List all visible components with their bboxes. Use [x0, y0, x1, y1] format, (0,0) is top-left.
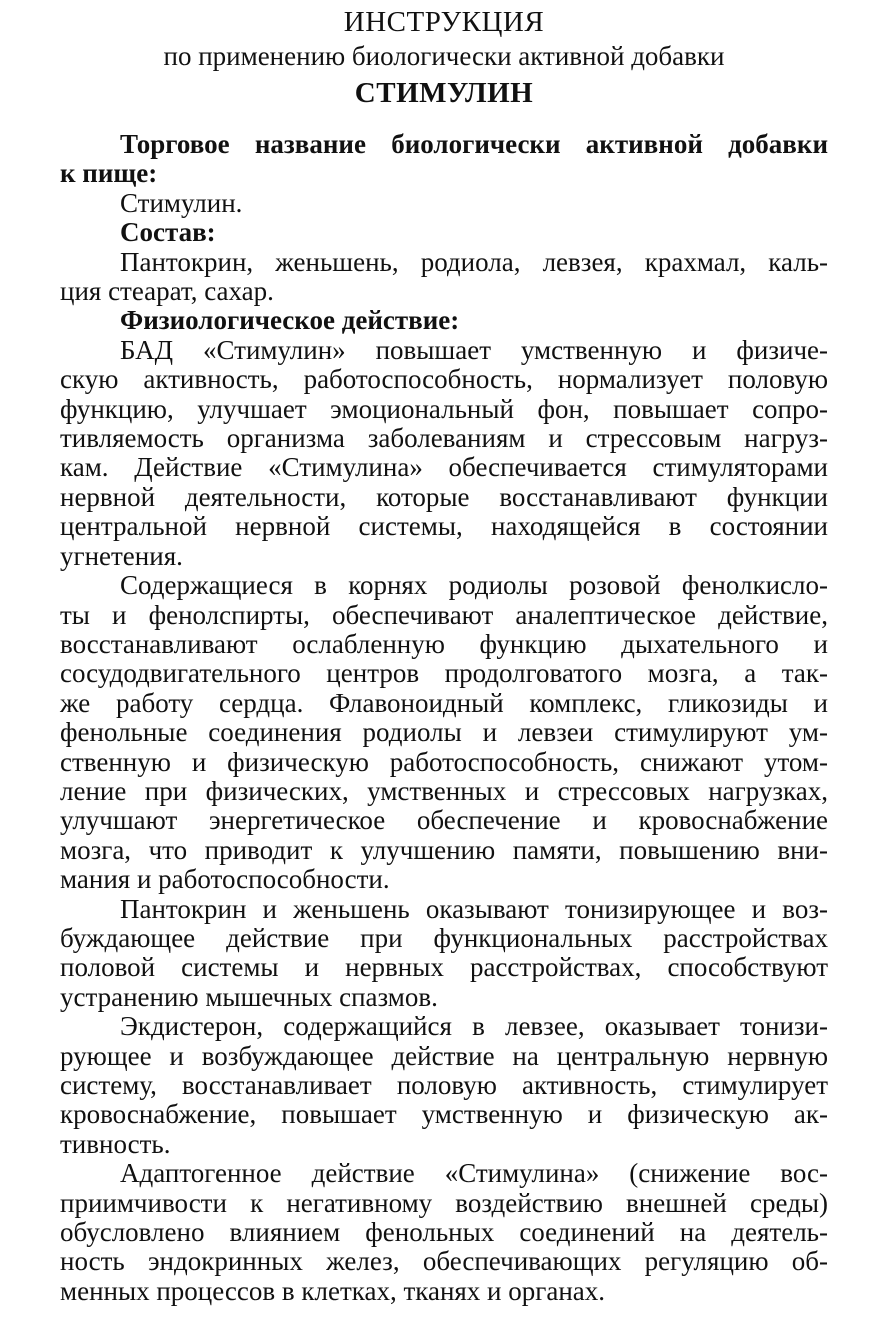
text-line: половой системы и нервных расстройствах, способствуют — [60, 952, 828, 983]
text-line: Пантокрин, женьшень, родиола, левзея, крахмал, каль- — [120, 246, 828, 277]
text-line: буждающее действие при функциональных расстройствах — [60, 922, 828, 953]
document-subtitle: по применению биологически активной добавки — [163, 41, 725, 71]
section-heading: Состав: — [120, 217, 216, 248]
section-heading: к пище: — [60, 158, 158, 189]
text-line: центральной нервной системы, находящейся в состоянии — [60, 511, 828, 542]
section-heading: Торговое название биологически активной добавки — [120, 129, 828, 159]
text-line: ственную и физическую работоспособность, снижают утом- — [60, 746, 828, 777]
text-line: тивляемость организма заболеваниям и стрессовым нагруз- — [60, 423, 828, 454]
text-line: рующее и возбуждающее действие на центральную нервную — [60, 1040, 828, 1071]
text-line: Адаптогенное действие «Стимулина» (снижение вос- — [120, 1158, 828, 1189]
text-line: Пантокрин и женьшень оказывают тонизирующее и воз- — [120, 893, 828, 924]
text-line: угнетения. — [60, 540, 183, 571]
text-line: ление при физических, умственных и стрессовых нагрузках, — [60, 775, 828, 806]
text-line: сосудодвигательного центров продолговатого мозга, а так- — [60, 658, 828, 689]
document-title: ИНСТРУКЦИЯ — [343, 6, 545, 38]
text-line: тивность. — [60, 1128, 171, 1159]
text-line: улучшают энергетическое обеспечение и кровоснабжение — [60, 805, 828, 836]
text-line: нервной деятельности, которые восстанавливают функции — [60, 481, 828, 512]
text-line: Экдистерон, содержащийся в левзее, оказывает тонизи- — [120, 1011, 828, 1042]
text-line: систему, восстанавливает половую активность, стимулирует — [60, 1070, 828, 1100]
text-line: мозга, что приводит к улучшению памяти, повышению вни- — [60, 834, 828, 865]
text-line: фенольные соединения родиолы и левзеи стимулируют ум- — [60, 717, 828, 748]
text-line: ты и фенолспирты, обеспечивают аналептическое действие, — [60, 599, 828, 630]
text-line: кам. Действие «Стимулина» обеспечивается стимуляторами — [60, 452, 828, 483]
text-line: менных процессов в клетках, тканях и органах. — [60, 1275, 605, 1306]
text-line: обусловлено влиянием фенольных соединений на деятель- — [60, 1217, 828, 1248]
product-name: СТИМУЛИН — [354, 77, 534, 109]
text-line: скую активность, работоспособность, нормализует половую — [60, 364, 828, 395]
text-line: Стимулин. — [120, 187, 243, 218]
text-line: же работу сердца. Флавоноидный комплекс, гликозиды и — [60, 687, 828, 718]
text-line: приимчивости к негативному воздействию внешней среды) — [60, 1187, 828, 1218]
text-line: Содержащиеся в корнях родиолы розовой фенолкисло- — [120, 570, 828, 601]
text-line: устранению мышечных спазмов. — [60, 981, 438, 1012]
text-line: ность эндокринных желез, обеспечивающих регуляцию об- — [60, 1246, 828, 1277]
text-line: ция стеарат, сахар. — [60, 276, 274, 307]
text-line: кровоснабжение, повышает умственную и физическую ак- — [60, 1099, 828, 1130]
text-line: восстанавливают ослабленную функцию дыхательного и — [60, 628, 828, 659]
section-heading: Физиологическое действие: — [120, 305, 460, 336]
document-body — [60, 130, 828, 1306]
text-line: БАД «Стимулин» повышает умственную и физиче- — [120, 334, 828, 365]
text-line: функцию, улучшает эмоциональный фон, повышает сопро- — [60, 393, 828, 424]
text-line: мания и работоспособности. — [60, 864, 390, 895]
